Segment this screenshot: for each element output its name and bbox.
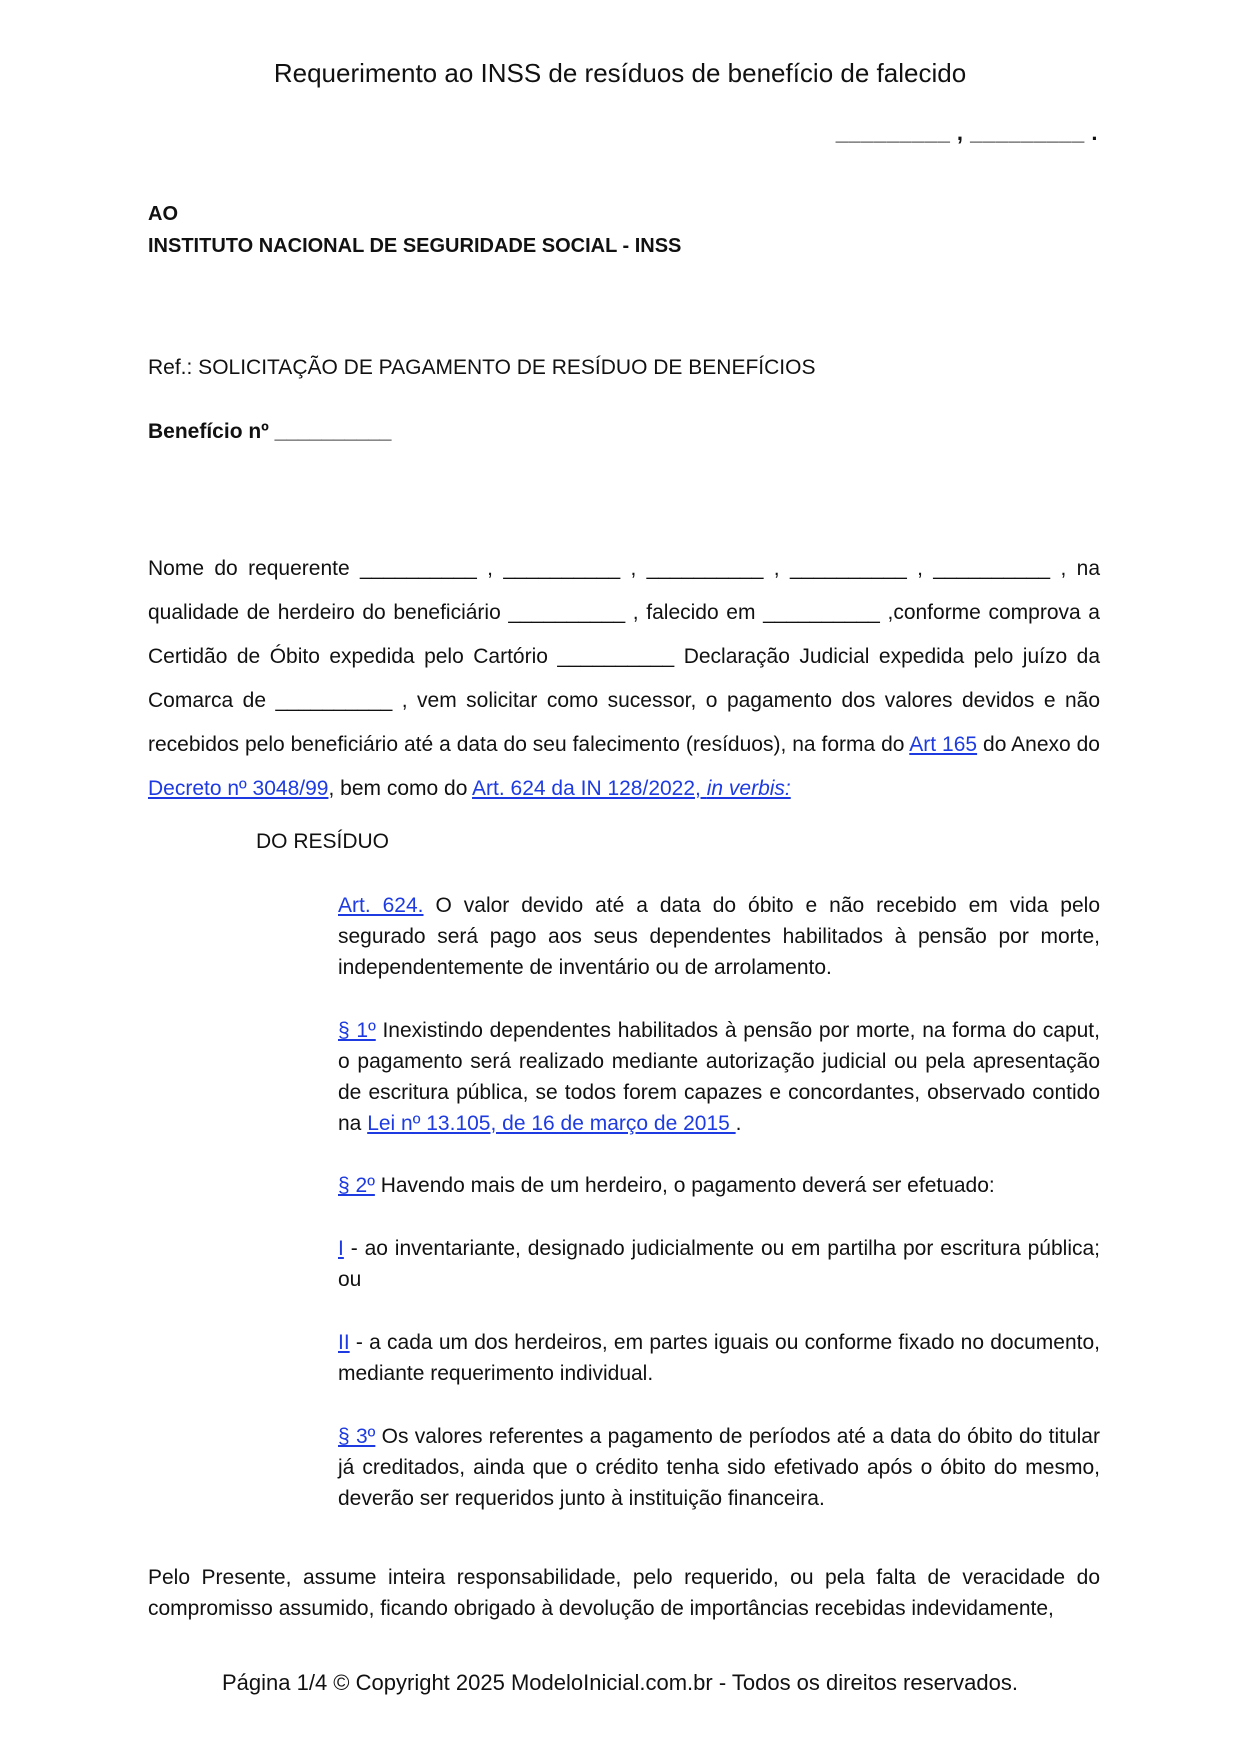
benefit-number: Benefício nº __________ <box>148 420 392 443</box>
reference-line: Ref.: SOLICITAÇÃO DE PAGAMENTO DE RESÍDUO DE BENEFÍCIOS <box>148 356 816 379</box>
quote-item-1-text: - ao inventariante, designado judicialmente ou em partilha por escritura pública; ou <box>338 1237 1100 1291</box>
addressee-line-2: INSTITUTO NACIONAL DE SEGURIDADE SOCIAL - INSS <box>148 235 682 257</box>
link-paragraph-3[interactable]: § 3º <box>338 1425 376 1448</box>
quote-item-2 <box>338 1327 1100 1389</box>
request-text-3: , bem como do <box>328 777 473 800</box>
quote-paragraph-1 <box>338 1015 1100 1139</box>
page-footer: Página 1/4 © Copyright 2025 ModeloInicial.com.br - Todos os direitos reservados. <box>222 1670 1018 1695</box>
link-in-verbis[interactable]: in verbis: <box>706 777 791 800</box>
link-art-165[interactable]: Art 165 <box>909 733 978 756</box>
quote-item-1 <box>338 1233 1100 1295</box>
link-item-2[interactable]: II <box>338 1331 350 1354</box>
quote-paragraph-2 <box>338 1170 1100 1201</box>
link-item-1[interactable]: I <box>338 1237 344 1260</box>
closing-paragraph: Pelo Presente, assume inteira responsabilidade, pelo requerido, ou pela falta de veracidade do compromisso assumido, ficando obrigado à devolução de importâncias recebidas indevidamente, <box>148 1566 1100 1620</box>
addressee-block <box>148 198 681 262</box>
request-paragraph <box>148 547 1100 811</box>
link-lei-13105[interactable]: Lei nº 13.105, de 16 de março de 2015 <box>367 1112 736 1135</box>
link-art-624[interactable]: Art. 624. <box>338 894 424 917</box>
link-art-624-in[interactable]: Art. 624 da IN 128/2022, <box>472 777 707 800</box>
quote-art-624-text: O valor devido até a data do óbito e não recebido em vida pelo segurado será pago aos seus dependentes habilitados à pensão por morte, independentemente de inventário ou de arrolamento. <box>338 894 1100 979</box>
document-title: Requerimento ao INSS de resíduos de benefício de falecido <box>273 58 967 88</box>
quote-paragraph-1-end: . <box>735 1112 742 1135</box>
quote-art-624 <box>338 890 1100 983</box>
link-decreto[interactable]: Decreto nº 3048/99 <box>148 777 329 800</box>
request-text-2: do Anexo do <box>977 733 1100 756</box>
addressee-line-1: AO <box>148 203 178 225</box>
quote-paragraph-1-text: Inexistindo dependentes habilitados à pensão por morte, na forma do caput, o pagamento será realizado mediante autorização judicial ou pela apresentação de escritura pública, se todos forem capazes e concordantes, observado contido na <box>338 1019 1100 1135</box>
request-text-1: Nome do requerente __________ , __________ , __________ , __________ , __________ , na qualidade de herdeiro do beneficiário __________ , falecido em __________ ,conforme comprova a Certidão de Óbito expedida pelo Cartório __________ Declaração Judicial expedida pelo juízo da Comarca de __________ , vem solicitar como sucessor, o pagamento dos valores devidos e não recebidos pelo beneficiário até a data do seu falecimento (resíduos), na forma do <box>148 557 1100 756</box>
link-paragraph-1[interactable]: § 1º <box>338 1019 376 1042</box>
quote-paragraph-3 <box>338 1421 1100 1514</box>
quote-item-2-text: - a cada um dos herdeiros, em partes iguais ou conforme fixado no documento, mediante requerimento individual. <box>338 1331 1100 1385</box>
place-date-line: _________ , _________ . <box>835 120 1098 145</box>
quote-paragraph-3-text: Os valores referentes a pagamento de períodos até a data do óbito do titular já creditados, ainda que o crédito tenha sido efetivado após o óbito do mesmo, deverão ser requeridos junto à instituição financeira. <box>338 1425 1100 1510</box>
link-paragraph-2[interactable]: § 2º <box>338 1174 375 1197</box>
quote-paragraph-2-text: Havendo mais de um herdeiro, o pagamento deverá ser efetuado: <box>374 1174 995 1197</box>
section-title: DO RESÍDUO <box>256 830 390 853</box>
